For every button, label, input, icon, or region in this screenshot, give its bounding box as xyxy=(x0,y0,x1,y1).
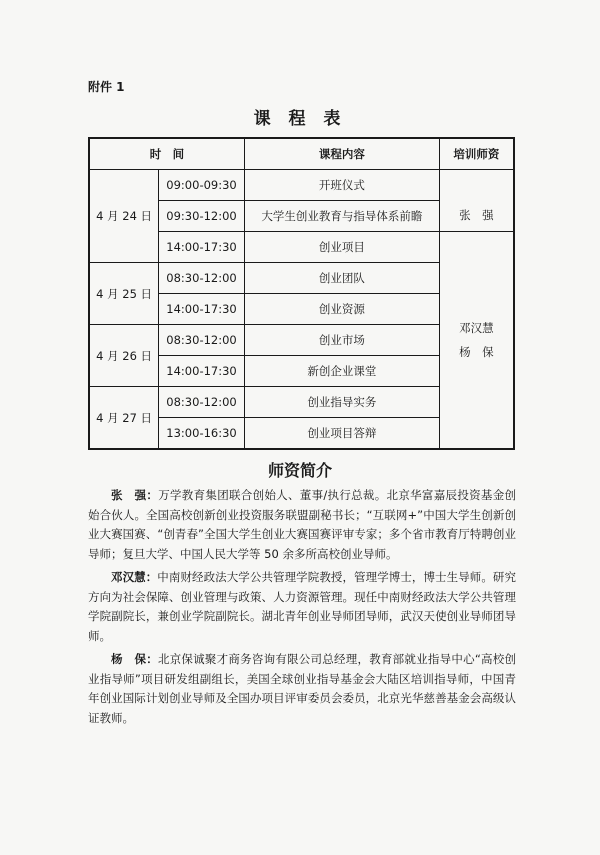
header-teacher: 培训师资 xyxy=(439,138,514,170)
profile-name: 张 强： xyxy=(111,488,159,502)
time-cell: 14:00-17:30 xyxy=(159,294,245,325)
content-cell: 创业团队 xyxy=(244,263,439,294)
date-cell: 4 月 25 日 xyxy=(89,263,159,325)
teacher-cell-zhang: 张 强 xyxy=(439,170,514,232)
schedule-title: 课 程 表 xyxy=(253,109,347,129)
content-cell: 开班仪式 xyxy=(244,170,439,201)
date-cell: 4 月 27 日 xyxy=(89,387,159,450)
profile-text: 万学教育集团联合创始人、董事/执行总裁。北京华富嘉辰投资基金创始合伙人。全国高校创新创业投资服务联盟副秘书长；“互联网+”中国大学生创新创业大赛国赛、“创青春”全国大学生创业大赛国赛评审专家；多个省市教育厅特聘创业导师；复旦大学、中国人民大学等 50 余多所高校创业导师。 xyxy=(88,488,517,561)
content-cell: 创业资源 xyxy=(244,294,439,325)
profile-zhang xyxy=(88,486,516,564)
time-cell: 08:30-12:00 xyxy=(159,263,245,294)
time-cell: 09:30-12:00 xyxy=(159,201,245,232)
teacher-name-deng: 邓汉慧 xyxy=(459,321,494,335)
teacher-name-yang: 杨 保 xyxy=(459,345,494,359)
table-header-row xyxy=(89,138,514,170)
header-content: 课程内容 xyxy=(244,138,439,170)
content-cell: 创业项目答辩 xyxy=(244,418,439,450)
time-cell: 13:00-16:30 xyxy=(159,418,245,450)
profile-yang xyxy=(88,650,516,728)
header-time: 时 间 xyxy=(89,138,244,170)
schedule-table xyxy=(88,137,515,450)
time-cell: 14:00-17:30 xyxy=(159,356,245,387)
profile-text: 北京保诚聚才商务咨询有限公司总经理，教育部就业指导中心“高校创业指导师”项目研发组副组长，美国全球创业指导基金会大陆区培训指导师，中国青年创业国际计划创业导师及全国办项目评审委员会委员，北京光华慈善基金会高级认证教师。 xyxy=(88,652,516,725)
table-row xyxy=(89,170,514,201)
teacher-cell-deng-yang xyxy=(439,232,514,450)
content-cell: 大学生创业教育与指导体系前瞻 xyxy=(244,201,439,232)
time-cell: 08:30-12:00 xyxy=(159,387,245,418)
profile-text: 中南财经政法大学公共管理学院教授，管理学博士，博士生导师。研究方向为社会保障、创业管理与政策、人力资源管理。现任中南财经政法大学公共管理学院副院长，兼创业学院副院长。湖北青年创业导师团导师，武汉天使创业导师团导师。 xyxy=(88,570,516,643)
date-cell: 4 月 24 日 xyxy=(89,170,159,263)
profile-name: 邓汉慧： xyxy=(111,570,158,584)
content-cell: 创业指导实务 xyxy=(244,387,439,418)
date-cell: 4 月 26 日 xyxy=(89,325,159,387)
profile-deng xyxy=(88,568,516,646)
time-cell: 08:30-12:00 xyxy=(159,325,245,356)
content-cell: 创业市场 xyxy=(244,325,439,356)
time-cell: 09:00-09:30 xyxy=(159,170,245,201)
content-cell: 新创企业课堂 xyxy=(244,356,439,387)
time-cell: 14:00-17:30 xyxy=(159,232,245,263)
attachment-label: 附件 1 xyxy=(88,80,125,94)
profile-name: 杨 保： xyxy=(111,652,158,666)
content-cell: 创业项目 xyxy=(244,232,439,263)
profiles-title: 师资简介 xyxy=(267,461,332,480)
